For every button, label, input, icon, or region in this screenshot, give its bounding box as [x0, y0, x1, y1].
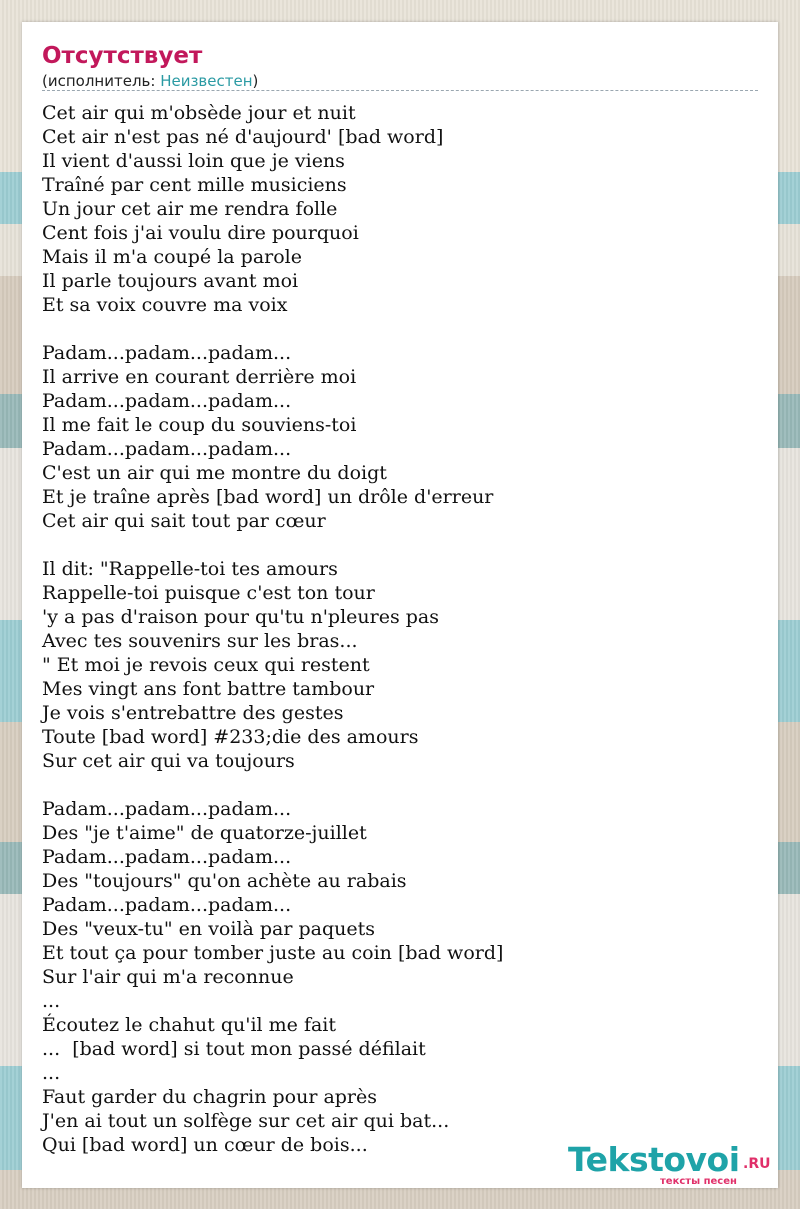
logo-tld: .RU	[743, 1156, 771, 1172]
lyric-line: Padam...padam...padam...	[42, 438, 292, 460]
lyric-line: ...	[42, 990, 61, 1012]
song-title: Отсутствует	[42, 43, 203, 69]
lyric-line: C'est un air qui me montre du doigt	[42, 462, 387, 484]
lyric-line: Toute [bad word] #233;die des amours	[42, 726, 419, 748]
lyric-line: Et tout ça pour tomber juste au coin [bad word]	[42, 942, 504, 964]
lyric-line: Il dit: "Rappelle-toi tes amours	[42, 558, 338, 580]
site-logo[interactable]	[568, 1140, 778, 1188]
artist-link[interactable]: Неизвестен	[160, 72, 253, 90]
lyric-line: J'en ai tout un solfège sur cet air qui bat...	[42, 1110, 450, 1132]
artist-line	[42, 71, 258, 91]
lyric-line: Padam...padam...padam...	[42, 798, 292, 820]
lyric-line: Il me fait le coup du souviens-toi	[42, 414, 357, 436]
lyric-line: Padam...padam...padam...	[42, 846, 292, 868]
lyric-line: Cet air qui m'obsède jour et nuit	[42, 102, 356, 124]
header-divider	[42, 90, 758, 91]
lyric-line: " Et moi je revois ceux qui restent	[42, 654, 370, 676]
lyrics-card	[22, 22, 778, 1188]
lyric-line	[42, 533, 762, 557]
lyric-line: ... [bad word] si tout mon passé défilait	[42, 1038, 426, 1060]
lyric-line: Des "veux-tu" en voilà par paquets	[42, 918, 376, 940]
artist-suffix: )	[252, 72, 259, 90]
lyric-line: 'y a pas d'raison pour qu'tu n'pleures pas	[42, 606, 440, 628]
lyric-line: Traîné par cent mille musiciens	[42, 174, 347, 196]
lyric-line: Padam...padam...padam...	[42, 390, 292, 412]
lyric-line: Je vois s'entrebattre des gestes	[42, 702, 344, 724]
lyric-line: Rappelle-toi puisque c'est ton tour	[42, 582, 375, 604]
lyric-line: Faut garder du chagrin pour après	[42, 1086, 378, 1108]
lyric-line	[42, 773, 762, 797]
lyric-line: Sur cet air qui va toujours	[42, 750, 295, 772]
lyric-line: Cent fois j'ai voulu dire pourquoi	[42, 222, 359, 244]
artist-prefix: (исполнитель:	[42, 72, 161, 90]
logo-name: Tekstovoi	[568, 1140, 740, 1179]
lyric-line: Avec tes souvenirs sur les bras...	[42, 630, 358, 652]
lyric-line: Il arrive en courant derrière moi	[42, 366, 357, 388]
lyric-line: ...	[42, 1062, 61, 1084]
lyric-line: Des "toujours" qu'on achète au rabais	[42, 870, 407, 892]
lyric-line: Cet air qui sait tout par cœur	[42, 510, 326, 532]
lyric-line: Et je traîne après [bad word] un drôle d'erreur	[42, 486, 494, 508]
lyric-line: Cet air n'est pas né d'aujourd' [bad word]	[42, 126, 444, 148]
lyric-line: Mais il m'a coupé la parole	[42, 246, 302, 268]
lyric-line	[42, 317, 762, 341]
lyric-line: Padam...padam...padam...	[42, 894, 292, 916]
lyric-line: Il parle toujours avant moi	[42, 270, 299, 292]
lyric-line: Padam...padam...padam...	[42, 342, 292, 364]
lyric-line: Des "je t'aime" de quatorze-juillet	[42, 822, 367, 844]
lyric-line: Mes vingt ans font battre tambour	[42, 678, 375, 700]
logo-tagline: тексты песен	[660, 1176, 737, 1187]
lyric-line: Et sa voix couvre ma voix	[42, 294, 288, 316]
lyric-line: Sur l'air qui m'a reconnue	[42, 966, 294, 988]
lyric-line: Il vient d'aussi loin que je viens	[42, 150, 345, 172]
lyric-line: Écoutez le chahut qu'il me fait	[42, 1014, 337, 1036]
lyric-line: Qui [bad word] un cœur de bois...	[42, 1134, 368, 1156]
lyrics-text	[42, 101, 762, 1157]
lyric-line: Un jour cet air me rendra folle	[42, 198, 338, 220]
